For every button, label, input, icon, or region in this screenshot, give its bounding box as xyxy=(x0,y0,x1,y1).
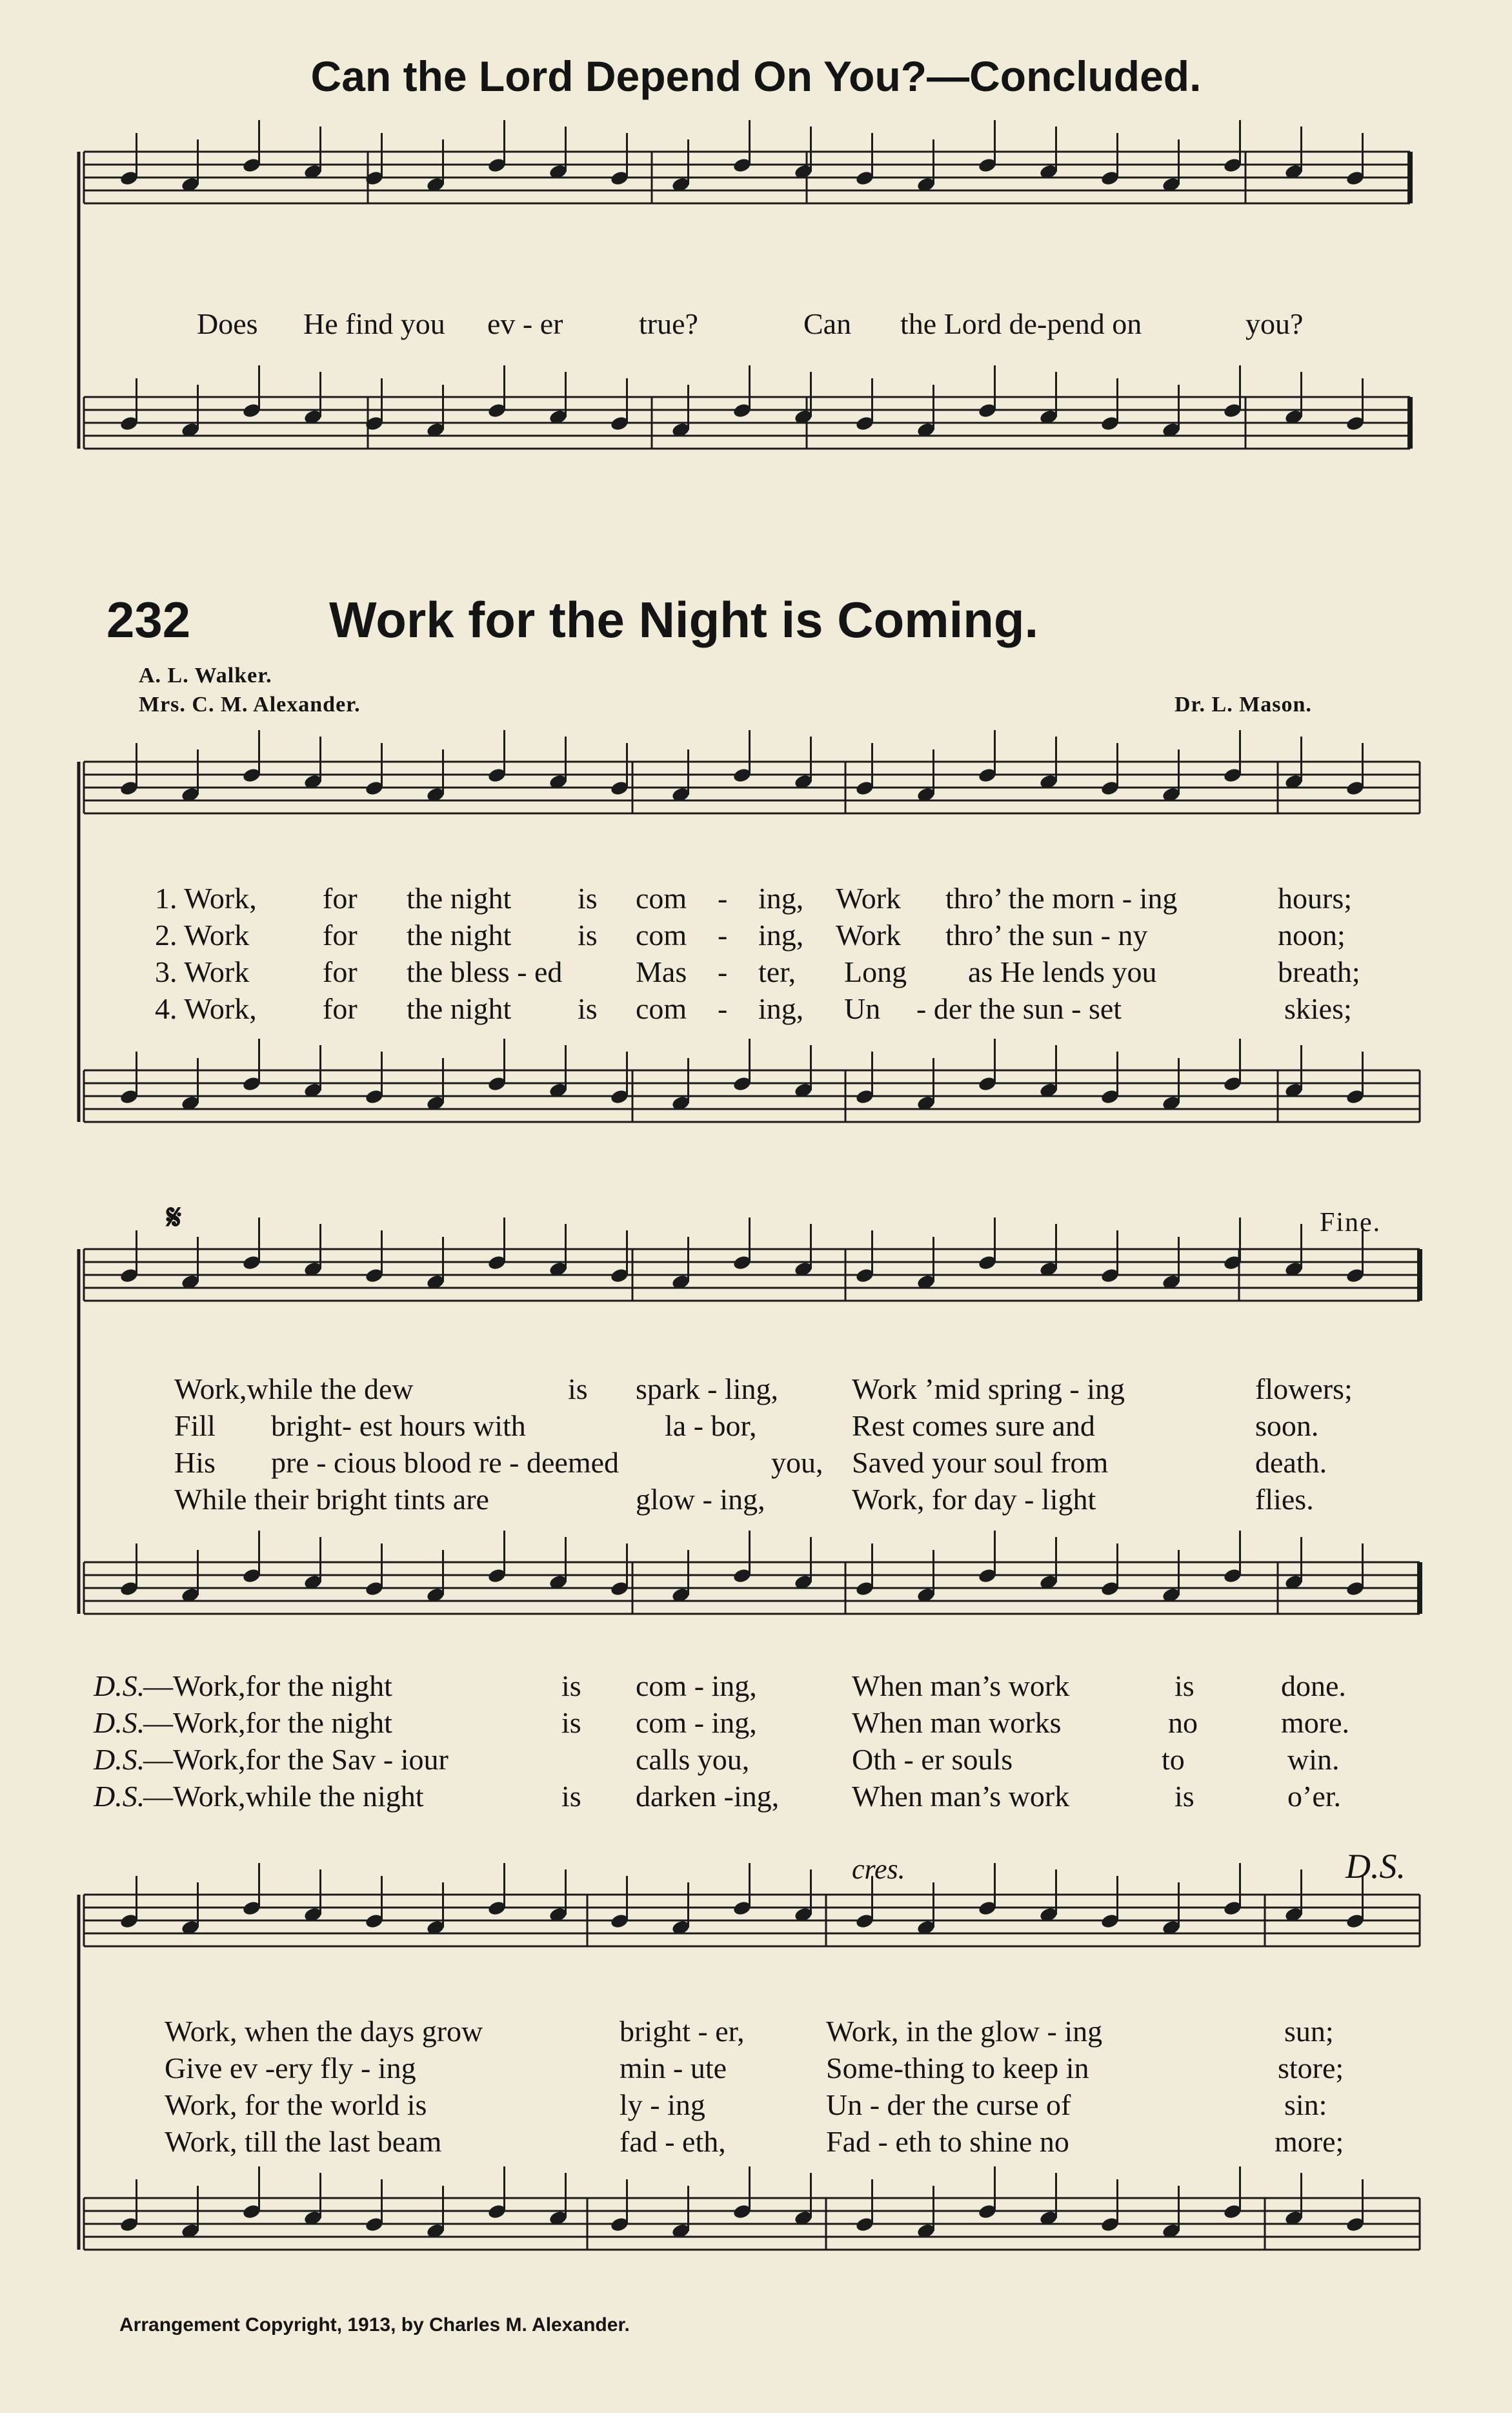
previous-hymn-title: Can the Lord Depend On You?—Concluded. xyxy=(310,52,1202,100)
copyright-footer: Arrangement Copyright, 1913, by Charles M. Alexander. xyxy=(119,2314,630,2336)
hymn-number: 232 xyxy=(106,591,191,648)
author-credit-1: A. L. Walker. xyxy=(139,664,272,687)
author-credit-2: Mrs. C. M. Alexander. xyxy=(139,693,361,717)
segno-sign: 𝄋 xyxy=(166,1198,182,1237)
crescendo-mark: cres. xyxy=(852,1853,905,1885)
composer-credit: Dr. L. Mason. xyxy=(1174,693,1312,717)
hymn-title: Work for the Night is Coming. xyxy=(329,591,1039,648)
ds-mark: D.S. xyxy=(1346,1847,1406,1886)
fine-mark: Fine. xyxy=(1320,1208,1382,1237)
